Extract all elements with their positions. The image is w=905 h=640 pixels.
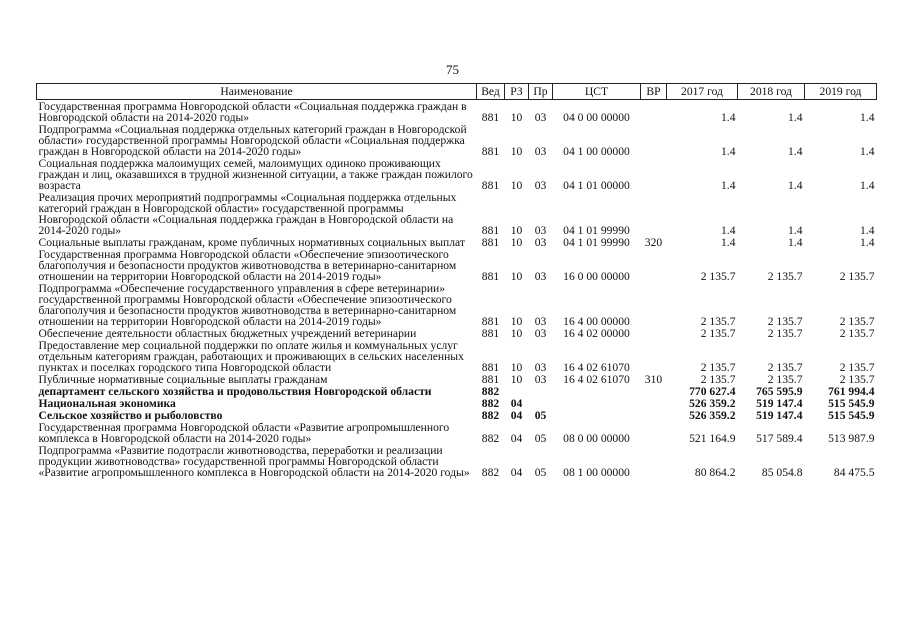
row-value-2017: 2 135.7 — [700, 327, 736, 340]
row-value-2017: 521 164.9 — [689, 432, 736, 445]
row-vr — [641, 339, 667, 373]
row-value-2019: 1.4 — [860, 145, 875, 158]
row-value-2018: 1.4 — [788, 224, 803, 237]
row-name: департамент сельского хозяйства и продовольствия Новгородской области — [38, 385, 432, 398]
row-vr — [641, 409, 667, 421]
row-value-2017: 770 627.4 — [689, 385, 736, 398]
row-value-2017: 2 135.7 — [700, 373, 736, 386]
row-value-2017: 526 359.2 — [689, 397, 736, 410]
row-vr — [641, 191, 667, 236]
row-value-2019: 2 135.7 — [839, 373, 875, 386]
row-cst: 04 1 00 00000 — [563, 145, 630, 158]
row-name: Подпрограмма «Обеспечение государственного управления в сфере ветеринарии» государственной программы Новгородской области «Обеспечение эпизоотического благополучия и безопасности продуктов животноводства в ветеринарно-санитарном отношении на территории Новгородской области на 2014-2019 годы» — [38, 282, 457, 328]
table-header-row — [37, 84, 877, 100]
row-cst: 04 1 01 99990 — [563, 224, 630, 237]
row-value-2018: 519 147.4 — [756, 397, 803, 410]
row-cst: 16 4 02 61070 — [563, 361, 630, 374]
row-ved: 881 — [481, 111, 500, 124]
row-vr — [641, 282, 667, 327]
row-value-2017: 1.4 — [721, 179, 736, 192]
row-rz: 10 — [510, 111, 523, 124]
row-ved: 881 — [481, 315, 500, 328]
row-value-2019: 513 987.9 — [828, 432, 875, 445]
row-pr — [529, 385, 553, 397]
row-value-2018: 2 135.7 — [767, 315, 803, 328]
row-cst: 16 4 02 00000 — [563, 327, 630, 340]
row-ved: 881 — [481, 236, 500, 249]
row-name: Подпрограмма «Социальная поддержка отдельных категорий граждан в Новгородской области» государственной программы Новгородской области «Социальная поддержка граждан в Новгородской области на 2014-2020 годы» — [38, 123, 467, 158]
row-pr: 03 — [534, 373, 547, 386]
row-value-2018: 1.4 — [788, 236, 803, 249]
table-row — [37, 373, 877, 385]
row-value-2017: 2 135.7 — [700, 315, 736, 328]
row-name: Подпрограмма «Развитие подотрасли животноводства, переработки и реализации продукции животноводства» государственной программы Новгородской области «Развитие агропромышленного комплекса в Новгородской области на 2014-2020 годы» — [38, 444, 470, 479]
row-ved: 882 — [481, 385, 500, 398]
row-cst: 04 1 01 99990 — [563, 236, 630, 249]
table-row — [37, 421, 877, 444]
table-row — [37, 282, 877, 327]
row-value-2018: 1.4 — [788, 179, 803, 192]
table-row — [37, 327, 877, 339]
row-cst: 16 4 02 61070 — [563, 373, 630, 386]
row-ved: 881 — [481, 327, 500, 340]
row-cst: 16 0 00 00000 — [563, 270, 630, 283]
row-value-2017: 1.4 — [721, 145, 736, 158]
row-rz: 10 — [510, 361, 523, 374]
row-name: Государственная программа Новгородской области «Обеспечение эпизоотического благополучия и безопасности продуктов животноводства в ветеринарно-санитарном отношении на территории Новгородской области на 2014-2019 годы» — [38, 248, 457, 283]
row-name: Государственная программа Новгородской области «Социальная поддержка граждан в Новгородской области на 2014-2020 годы» — [38, 100, 467, 124]
row-value-2019: 84 475.5 — [833, 466, 875, 479]
row-value-2019: 2 135.7 — [839, 270, 875, 283]
row-vr — [641, 327, 667, 339]
row-value-2019: 2 135.7 — [839, 361, 875, 374]
row-cst: 04 1 01 00000 — [563, 179, 630, 192]
row-ved: 881 — [481, 361, 500, 374]
table-row — [37, 409, 877, 421]
row-name: Государственная программа Новгородской области «Развитие агропромышленного комплекса в Новгородской области на 2014-2020 годы» — [38, 421, 450, 445]
row-pr: 05 — [534, 409, 547, 422]
row-value-2018: 765 595.9 — [756, 385, 803, 398]
row-rz: 04 — [510, 397, 523, 410]
row-vr — [641, 157, 667, 191]
row-vr — [641, 100, 667, 124]
row-name: Сельское хозяйство и рыболовство — [38, 409, 223, 422]
row-ved: 881 — [481, 373, 500, 386]
row-value-2019: 2 135.7 — [839, 315, 875, 328]
row-pr: 03 — [534, 361, 547, 374]
row-name: Публичные нормативные социальные выплаты гражданам — [38, 373, 328, 386]
row-pr: 03 — [534, 179, 547, 192]
row-value-2017: 1.4 — [721, 111, 736, 124]
row-pr: 05 — [534, 466, 547, 479]
row-vr: 320 — [644, 236, 663, 249]
row-vr — [641, 444, 667, 478]
table-row — [37, 123, 877, 157]
row-ved: 881 — [481, 224, 500, 237]
row-cst — [553, 409, 641, 421]
row-cst — [553, 385, 641, 397]
row-name: Предоставление мер социальной поддержки по оплате жилья и коммунальных услуг отдельным категориям граждан, работающих и проживающих в сельских населенных пунктах и поселках городского типа Новгородской области — [38, 339, 464, 374]
row-rz: 04 — [510, 432, 523, 445]
row-value-2018: 85 054.8 — [761, 466, 803, 479]
row-value-2017: 2 135.7 — [700, 361, 736, 374]
row-vr — [641, 385, 667, 397]
table-row — [37, 191, 877, 236]
row-name: Социальная поддержка малоимущих семей, малоимущих одиноко проживающих граждан и лиц, оказавшихся в трудной жизненной ситуации, а также граждан пожилого возраста — [38, 157, 473, 192]
header-2019: 2019 год — [805, 84, 877, 100]
row-value-2019: 1.4 — [860, 179, 875, 192]
row-value-2018: 1.4 — [788, 111, 803, 124]
row-pr: 03 — [534, 236, 547, 249]
row-value-2018: 2 135.7 — [767, 373, 803, 386]
row-ved: 882 — [481, 397, 500, 410]
table-body — [37, 100, 877, 479]
header-ved: Вед — [477, 84, 505, 100]
row-rz: 10 — [510, 236, 523, 249]
row-rz: 10 — [510, 373, 523, 386]
row-ved: 881 — [481, 145, 500, 158]
row-vr: 310 — [644, 373, 663, 386]
row-value-2018: 2 135.7 — [767, 270, 803, 283]
row-rz: 10 — [510, 270, 523, 283]
row-pr: 03 — [534, 224, 547, 237]
table-row — [37, 100, 877, 124]
row-value-2017: 2 135.7 — [700, 270, 736, 283]
header-pr: Пр — [529, 84, 553, 100]
row-pr: 03 — [534, 270, 547, 283]
row-rz: 04 — [510, 409, 523, 422]
row-pr: 05 — [534, 432, 547, 445]
row-rz: 04 — [510, 466, 523, 479]
row-value-2018: 1.4 — [788, 145, 803, 158]
row-value-2017: 80 864.2 — [694, 466, 736, 479]
header-rz: РЗ — [505, 84, 529, 100]
header-cst: ЦСТ — [553, 84, 641, 100]
row-rz: 10 — [510, 327, 523, 340]
row-ved: 882 — [481, 466, 500, 479]
table-row — [37, 397, 877, 409]
row-value-2018: 2 135.7 — [767, 361, 803, 374]
row-value-2019: 515 545.9 — [828, 409, 875, 422]
table-row — [37, 157, 877, 191]
table-row — [37, 444, 877, 478]
row-value-2019: 515 545.9 — [828, 397, 875, 410]
row-value-2019: 1.4 — [860, 111, 875, 124]
row-rz: 10 — [510, 179, 523, 192]
row-cst: 08 1 00 00000 — [563, 466, 630, 479]
row-pr: 03 — [534, 327, 547, 340]
row-name: Реализация прочих мероприятий подпрограммы «Социальная поддержка отдельных категорий граждан в Новгородской области» государственной программы Новгородской области «Социальная поддержка граждан в Новгородской области на 2014-2020 годы» — [38, 191, 457, 237]
page-number: 75 — [446, 62, 459, 77]
row-rz: 10 — [510, 315, 523, 328]
row-vr — [641, 397, 667, 409]
row-cst — [553, 397, 641, 409]
row-value-2018: 519 147.4 — [756, 409, 803, 422]
row-value-2018: 2 135.7 — [767, 327, 803, 340]
row-value-2018: 517 589.4 — [756, 432, 803, 445]
row-value-2017: 1.4 — [721, 224, 736, 237]
row-name: Социальные выплаты гражданам, кроме публичных нормативных социальных выплат — [38, 236, 465, 249]
row-value-2019: 2 135.7 — [839, 327, 875, 340]
row-value-2019: 1.4 — [860, 236, 875, 249]
row-value-2017: 1.4 — [721, 236, 736, 249]
row-cst: 16 4 00 00000 — [563, 315, 630, 328]
row-vr — [641, 123, 667, 157]
row-vr — [641, 421, 667, 444]
row-value-2019: 761 994.4 — [828, 385, 875, 398]
row-name: Национальная экономика — [38, 397, 176, 410]
table-row — [37, 339, 877, 373]
table-row — [37, 385, 877, 397]
row-rz: 10 — [510, 145, 523, 158]
row-ved: 882 — [481, 409, 500, 422]
row-ved: 882 — [481, 432, 500, 445]
row-value-2019: 1.4 — [860, 224, 875, 237]
header-vr: ВР — [641, 84, 667, 100]
row-value-2017: 526 359.2 — [689, 409, 736, 422]
row-rz — [505, 385, 529, 397]
row-cst: 08 0 00 00000 — [563, 432, 630, 445]
row-rz: 10 — [510, 224, 523, 237]
table-row — [37, 248, 877, 282]
header-2017: 2017 год — [667, 84, 738, 100]
header-name: Наименование — [37, 84, 477, 100]
row-pr — [529, 397, 553, 409]
row-pr: 03 — [534, 145, 547, 158]
row-vr — [641, 248, 667, 282]
row-name: Обеспечение деятельности областных бюджетных учреждений ветеринарии — [38, 327, 417, 340]
row-ved: 881 — [481, 270, 500, 283]
header-2018: 2018 год — [738, 84, 805, 100]
row-ved: 881 — [481, 179, 500, 192]
row-cst: 04 0 00 00000 — [563, 111, 630, 124]
table-row — [37, 236, 877, 248]
row-pr: 03 — [534, 315, 547, 328]
row-pr: 03 — [534, 111, 547, 124]
budget-table — [36, 83, 877, 478]
